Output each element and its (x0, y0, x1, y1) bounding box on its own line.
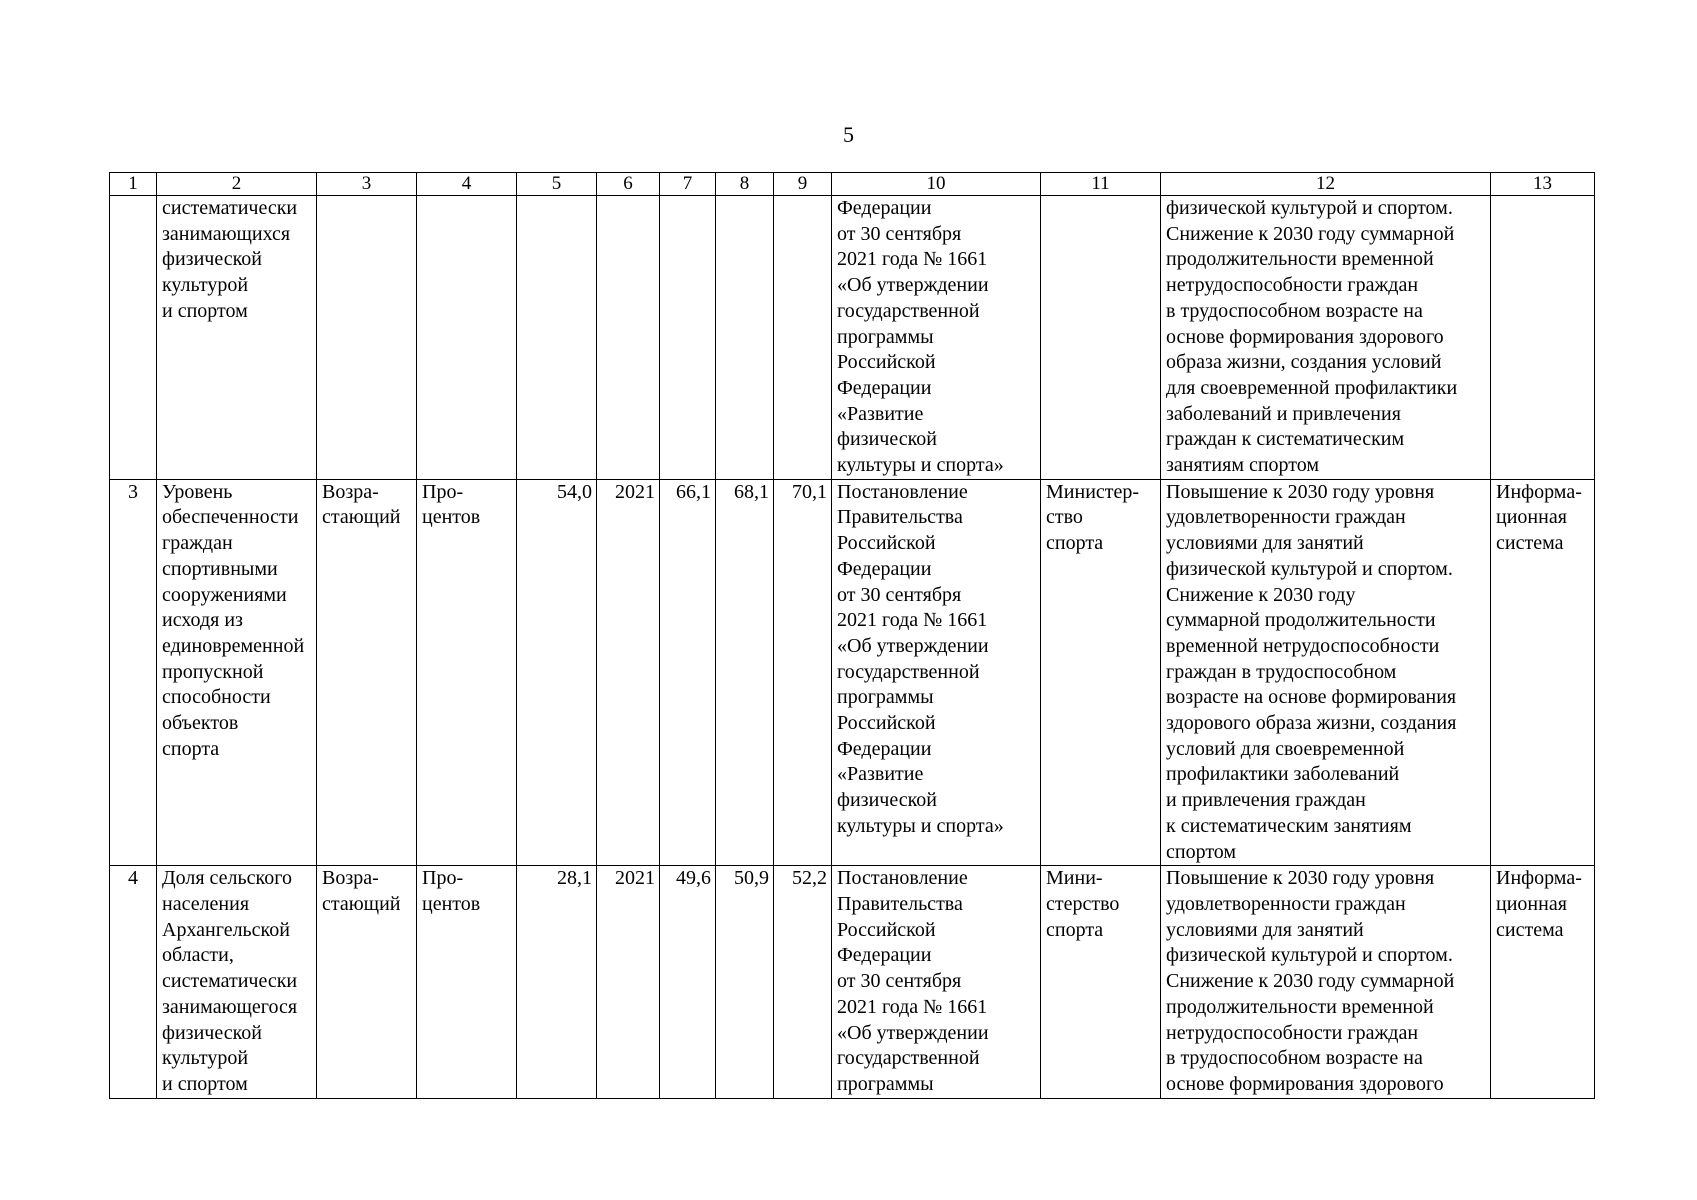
row-number: 4 (110, 866, 157, 1098)
value-7: 66,1 (660, 479, 716, 866)
responsible-body: Мини- стерство спорта (1041, 866, 1161, 1098)
indicator-name: систематически занимающихся физической культурой и спортом (157, 196, 317, 480)
column-number: 10 (832, 173, 1041, 196)
column-number: 11 (1041, 173, 1161, 196)
column-number-row (110, 173, 1595, 196)
column-number: 4 (417, 173, 517, 196)
information-system (1491, 196, 1595, 480)
information-system: Информа- ционная система (1491, 479, 1595, 866)
base-value: 54,0 (517, 479, 597, 866)
indicator-name: Уровень обеспеченности граждан спортивными сооружениями исходя из единовременной пропускной способности объектов спорта (157, 479, 317, 866)
legal-document: Постановление Правительства Российской Федерации от 30 сентября 2021 года № 1661 «Об утверждении государственной программы Российской Федерации «Развитие физической культуры и спорта» (832, 479, 1041, 866)
value-9: 70,1 (774, 479, 832, 866)
value-9: 52,2 (774, 866, 832, 1098)
indicator-name: Доля сельского населения Архангельской области, систематически занимающегося физической культурой и спортом (157, 866, 317, 1098)
column-number: 1 (110, 173, 157, 196)
column-number: 2 (157, 173, 317, 196)
value-8 (716, 196, 774, 480)
base-value (517, 196, 597, 480)
table-row (110, 866, 1595, 1098)
table-row (110, 196, 1595, 480)
goal-link: Повышение к 2030 году уровня удовлетворенности граждан условиями для занятий физической культурой и спортом. Снижение к 2030 году суммарной продолжительности временной нетрудоспособности граждан в трудоспособном возрасте на основе формирования здорового образа жизни, создания условий для своевременной профилактики заболеваний и привлечения граждан к систематическим занятиям спортом (1161, 479, 1491, 866)
indicator-trend (317, 196, 417, 480)
value-9 (774, 196, 832, 480)
value-8: 50,9 (716, 866, 774, 1098)
goal-link: Повышение к 2030 году уровня удовлетворенности граждан условиями для занятий физической культурой и спортом. Снижение к 2030 году суммарной продолжительности временной нетрудоспособности граждан в трудоспособном возрасте на основе формирования здорового (1161, 866, 1491, 1098)
row-number (110, 196, 157, 480)
column-number: 9 (774, 173, 832, 196)
base-year (597, 196, 660, 480)
unit (417, 196, 517, 480)
column-number: 5 (517, 173, 597, 196)
indicator-trend: Возра- стающий (317, 866, 417, 1098)
responsible-body (1041, 196, 1161, 480)
base-year: 2021 (597, 479, 660, 866)
page-number: 5 (843, 122, 854, 147)
base-year: 2021 (597, 866, 660, 1098)
legal-document: Федерации от 30 сентября 2021 года № 1661 «Об утверждении государственной программы Российской Федерации «Развитие физической культуры и спорта» (832, 196, 1041, 480)
unit: Про- центов (417, 866, 517, 1098)
legal-document: Постановление Правительства Российской Федерации от 30 сентября 2021 года № 1661 «Об утверждении государственной программы (832, 866, 1041, 1098)
value-8: 68,1 (716, 479, 774, 866)
indicator-trend: Возра- стающий (317, 479, 417, 866)
column-number: 6 (597, 173, 660, 196)
responsible-body: Министер- ство спорта (1041, 479, 1161, 866)
value-7 (660, 196, 716, 480)
value-7: 49,6 (660, 866, 716, 1098)
column-number: 7 (660, 173, 716, 196)
table-row (110, 479, 1595, 866)
unit: Про- центов (417, 479, 517, 866)
row-number: 3 (110, 479, 157, 866)
goal-link: физической культурой и спортом. Снижение к 2030 году суммарной продолжительности временной нетрудоспособности граждан в трудоспособном возрасте на основе формирования здорового образа жизни, создания условий для своевременной профилактики заболеваний и привлечения граждан к систематическим занятиям спортом (1161, 196, 1491, 480)
information-system: Информа- ционная система (1491, 866, 1595, 1098)
column-number: 13 (1491, 173, 1595, 196)
base-value: 28,1 (517, 866, 597, 1098)
column-number: 12 (1161, 173, 1491, 196)
column-number: 8 (716, 173, 774, 196)
column-number: 3 (317, 173, 417, 196)
indicators-table (109, 172, 1595, 1099)
